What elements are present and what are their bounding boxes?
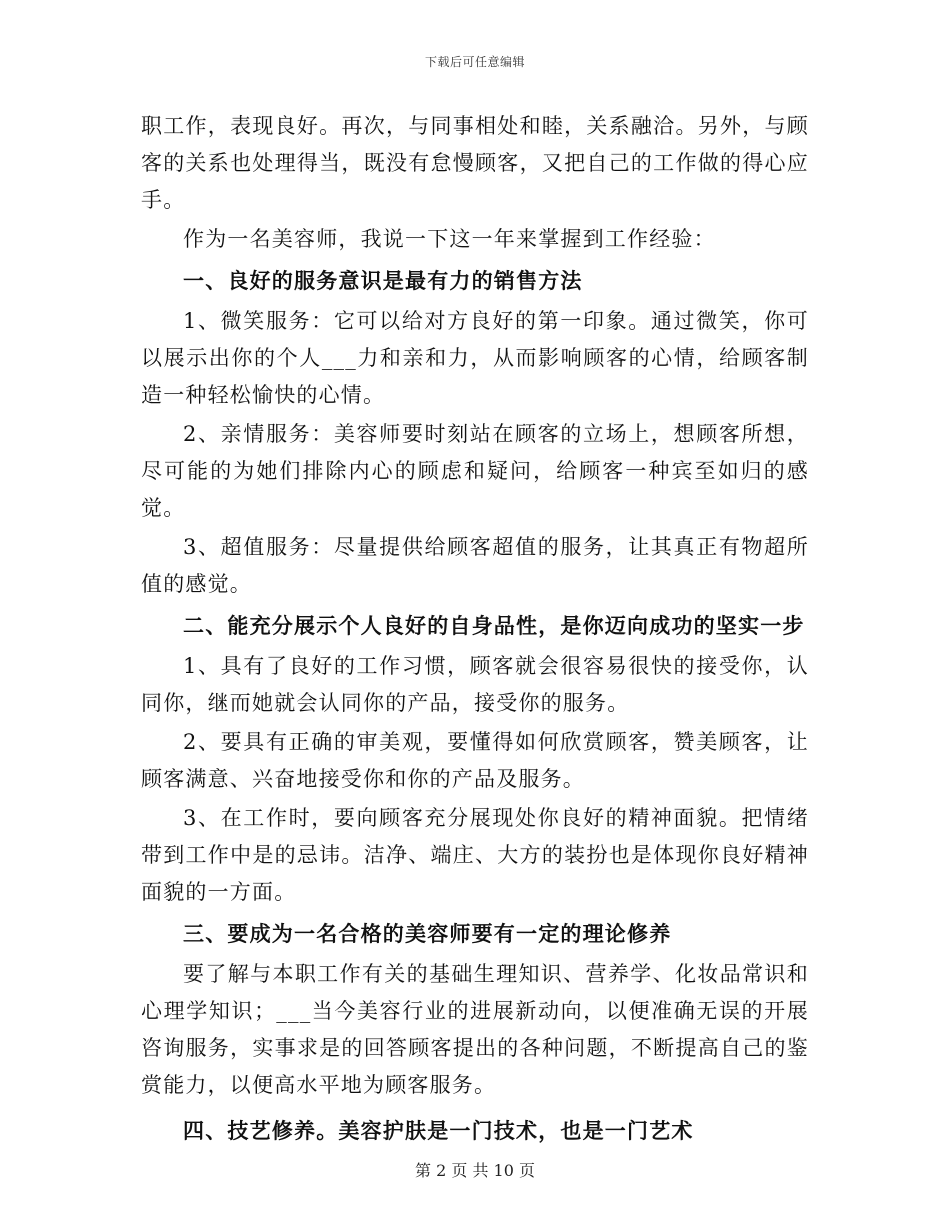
paragraph-item-1-2: 2、亲情服务：美容师要时刻站在顾客的立场上，想顾客所想，尽可能的为她们排除内心的顾虑和疑问，给顾客一种宾至如归的感觉。 bbox=[141, 422, 809, 520]
paragraph-item-2-2: 2、要具有正确的审美观，要懂得如何欣赏顾客，赞美顾客，让顾客满意、兴奋地接受你和你的产品及服务。 bbox=[141, 730, 809, 791]
paragraph-item-3-1: 要了解与本职工作有关的基础生理知识、营养学、化妆品常识和心理学知识；___当今美容行业的进展新动向，以便准确无误的开展咨询服务，实事求是的回答顾客提出的各种问题，不断提高自己的鉴赏能力，以便高水平地为顾客服务。 bbox=[141, 962, 809, 1097]
paragraph-continuation: 职工作，表现良好。再次，与同事相处和睦，关系融洽。另外，与顾客的关系也处理得当，既没有怠慢顾客，又把自己的工作做的得心应手。 bbox=[141, 114, 809, 212]
page-number-footer: 第 2 页 共 10 页 bbox=[415, 1161, 535, 1180]
section-heading-2: 二、能充分展示个人良好的自身品性，是你迈向成功的坚实一步 bbox=[183, 613, 805, 638]
paragraph-item-1-1: 1、微笑服务：它可以给对方良好的第一印象。通过微笑，你可以展示出你的个人___力和亲和力，从而影响顾客的心情，给顾客制造一种轻松愉快的心情。 bbox=[141, 309, 809, 407]
paragraph-item-2-1: 1、具有了良好的工作习惯，顾客就会很容易很快的接受你，认同你，继而她就会认同你的产品，接受你的服务。 bbox=[141, 654, 809, 715]
paragraph-item-2-3: 3、在工作时，要向顾客充分展现处你良好的精神面貌。把情绪带到工作中是的忌讳。洁净、端庄、大方的装扮也是体现你良好精神面貌的一方面。 bbox=[141, 806, 809, 904]
section-heading-4: 四、技艺修养。美容护肤是一门技术，也是一门艺术 bbox=[183, 1118, 694, 1143]
paragraph-item-1-3: 3、超值服务：尽量提供给顾客超值的服务，让其真正有物超所值的感觉。 bbox=[141, 535, 809, 596]
page-header-note: 下载后可任意编辑 bbox=[424, 55, 525, 69]
paragraph-intro: 作为一名美容师，我说一下这一年来掌握到工作经验： bbox=[183, 227, 716, 251]
section-heading-3: 三、要成为一名合格的美容师要有一定的理论修养 bbox=[183, 921, 672, 946]
section-heading-1: 一、良好的服务意识是最有力的销售方法 bbox=[183, 268, 583, 293]
document-body bbox=[141, 108, 809, 1153]
